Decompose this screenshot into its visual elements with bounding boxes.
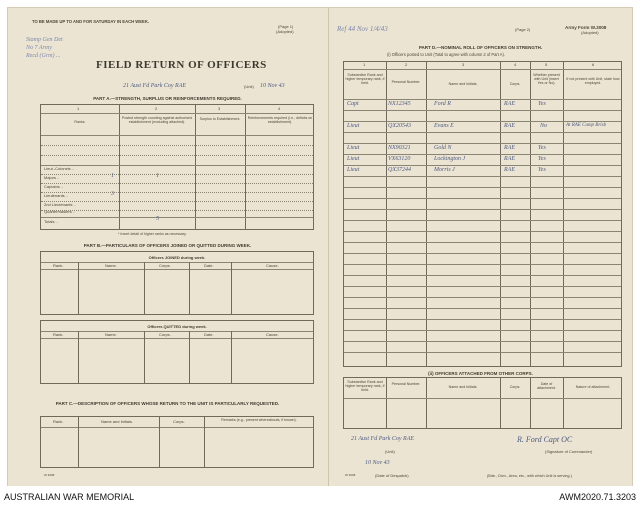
col-header: Rank. <box>53 332 64 337</box>
col-header: Name. <box>105 263 117 268</box>
number-cell: QX37244 <box>388 167 411 173</box>
rank-label: Captains .. <box>44 184 64 189</box>
archive-footer <box>0 486 640 506</box>
rank-label: 2nd Lieutenants .. <box>44 202 76 207</box>
form-code: W 3008 <box>345 473 356 477</box>
majors-reinforcement: 1 <box>156 173 159 179</box>
despatch-date-handwritten: 10 Nov 43 <box>365 460 390 466</box>
stamp-line: Stamp Gen Det <box>26 37 63 43</box>
top-note: TO BE MADE UP TO AND FOR SATURDAY IN EACH WEEK. <box>32 19 150 24</box>
rank-label: Lieutenants .. <box>44 193 69 198</box>
adopted-label: (Adopted) <box>581 30 599 35</box>
quitted-title: Officers QUITTED during week. <box>147 324 207 329</box>
part-d-subheading: (i) Officers posted to Unit (Total to agree with column 2 of Part A). <box>387 52 506 57</box>
attached-table <box>343 377 622 429</box>
adopted-label: (Adopted) <box>276 29 294 34</box>
col-header: Nature of attachment. <box>575 385 611 389</box>
col-header: Date. <box>204 263 214 268</box>
col-header: Substantive Rank and higher temporary rank, if held. <box>345 380 385 392</box>
col-header: Corps. <box>159 263 171 268</box>
col-header: Personal Number. <box>391 382 421 386</box>
attached-heading: (ii) OFFICERS ATTACHED FROM OTHER CORPS. <box>428 371 533 376</box>
col-header: Name and Initials. <box>448 82 478 86</box>
col-header: Cause. <box>266 332 279 337</box>
page-label: (Page 1) <box>278 24 294 29</box>
col-header: Remarks (e.g., present whereabouts, if known). <box>221 418 297 422</box>
archive-name: AUSTRALIAN WAR MEMORIAL <box>4 492 135 502</box>
col-number: 4 <box>514 62 517 67</box>
col-number: 3 <box>462 62 465 67</box>
col-header: If not present with Unit, state how employed. <box>566 77 620 85</box>
part-d-heading: PART D.—NOMINAL ROLL OF OFFICERS ON STRENGTH. <box>418 45 543 50</box>
quitted-table <box>40 320 314 384</box>
col-header: Name. <box>105 332 117 337</box>
number-cell: VX63120 <box>388 156 411 162</box>
rank-cell: Lieut <box>347 167 360 173</box>
col-header: Date. <box>204 332 214 337</box>
commander-signature: R. Ford Capt OC <box>517 435 573 444</box>
top-annotation: Ref 44 Nov 1/4/43 <box>337 25 388 33</box>
rank-label: Totals .. <box>44 219 58 224</box>
rank-label: Lieut.-Colonels .. <box>44 166 75 171</box>
present-cell: No <box>540 123 548 129</box>
stamp-line: Recd (Grm) ... <box>26 53 61 59</box>
col-header: Surplus to Establishment. <box>199 117 241 121</box>
part-a-table <box>40 104 314 230</box>
col-header: Rank. <box>53 263 64 268</box>
col-number: 3 <box>218 106 221 111</box>
col-header: Cause. <box>266 263 279 268</box>
corps-cell: RAE <box>504 123 515 129</box>
col-number: 2 <box>155 106 158 111</box>
col-header: Reinforcements required (i.e., deficits on establishment). <box>247 116 313 124</box>
joined-table <box>40 251 314 315</box>
part-a-footnote: * Insert detail of higher ranks as necessary. <box>118 232 187 236</box>
corps-cell: RAE <box>504 145 515 151</box>
col-header: Whether present with Unit (insert Yes or No). <box>533 73 560 85</box>
corps-cell: RAE <box>504 167 515 173</box>
col-header: Ranks. <box>74 120 86 124</box>
col-number: 6 <box>592 62 595 67</box>
part-c-table <box>40 416 314 468</box>
col-number: 5 <box>545 62 548 67</box>
part-b-heading: PART B.—PARTICULARS OF OFFICERS JOINED OR QUITTED DURING WEEK. <box>83 243 252 248</box>
lieutenants-strength: 3 <box>111 191 114 197</box>
col-header: Rank. <box>53 419 64 424</box>
rank-cell: Capt <box>347 101 359 107</box>
present-cell: Yes <box>538 145 546 151</box>
page-label: (Page 2) <box>515 27 531 32</box>
col-header: Corps. <box>509 82 521 86</box>
number-cell: QX20543 <box>388 123 411 129</box>
col-header: Personal Number. <box>391 80 421 84</box>
rank-label: Quartermasters .. <box>44 209 76 214</box>
unit-handwritten: 21 Aust Fd Park Coy RAE <box>123 83 187 89</box>
right-page <box>329 8 632 486</box>
present-cell: Yes <box>538 167 546 173</box>
left-page <box>8 8 327 486</box>
col-header: Posted strength counting against authorised establishment (excluding attached). <box>121 116 193 124</box>
despatch-date-label: (Date of Despatch) <box>375 473 409 478</box>
col-number: 1 <box>77 106 80 111</box>
part-c-heading: PART C.—DESCRIPTION OF OFFICERS WHOSE RETURN TO THE UNIT IS PARTICULARLY REQUESTED. <box>55 401 280 406</box>
stamp-line: No 7 Army <box>26 45 52 51</box>
sign-unit-label: (Unit) <box>385 449 395 454</box>
col-header: Date of attachment. <box>537 382 556 390</box>
archive-id: AWM2020.71.3203 <box>559 492 636 502</box>
col-header: Corps. <box>159 332 171 337</box>
rank-label: Majors .. <box>44 175 60 180</box>
nominal-roll-table <box>343 61 622 367</box>
rank-cell: Lieut <box>347 145 360 151</box>
employed-cell: At RAE Camp Brisb <box>566 123 607 128</box>
name-cell: Evans E <box>434 123 454 129</box>
present-cell: Yes <box>538 101 546 107</box>
name-cell: Ford R <box>434 101 451 107</box>
col-header: Corps. <box>173 419 185 424</box>
name-cell: Gold N <box>434 145 452 151</box>
army-form-title: Army Form W.3008 <box>565 25 607 30</box>
col-number: 4 <box>278 106 281 111</box>
field-return-form <box>8 8 632 486</box>
return-date: 10 Nov 43 <box>260 83 285 89</box>
sign-unit-handwritten: 21 Aust Fd Park Coy RAE <box>351 436 415 442</box>
formation-label: (Bde., Divn., Area, etc., with which Unit is serving.) <box>487 474 572 478</box>
signature-label: (Signature of Commander) <box>545 449 593 454</box>
majors-strength: 1 <box>111 173 114 179</box>
joined-title: Officers JOINED during week. <box>148 255 206 260</box>
form-title: FIELD RETURN OF OFFICERS <box>96 59 267 71</box>
col-header: Name and Initials. <box>448 385 478 389</box>
name-cell: Morris J <box>434 167 455 173</box>
name-cell: Lockington J <box>434 156 466 162</box>
totals-strength: 5 <box>156 216 159 222</box>
number-cell: NX90321 <box>388 145 411 151</box>
col-header: Substantive Rank and higher temporary rank, if held. <box>345 73 385 85</box>
part-a-heading: PART A.—STRENGTH, SURPLUS OR REINFORCEMENTS REQUIRED. <box>93 96 242 101</box>
unit-label: (Unit) <box>244 84 254 89</box>
present-cell: Yes <box>538 156 546 162</box>
col-header: Corps. <box>509 385 521 389</box>
rank-cell: Lieut <box>347 156 360 162</box>
corps-cell: RAE <box>504 101 515 107</box>
corps-cell: RAE <box>504 156 515 162</box>
rank-cell: Lieut <box>347 123 360 129</box>
col-number: 2 <box>405 62 408 67</box>
number-cell: NX12345 <box>388 101 411 107</box>
col-header: Name and Initials. <box>101 419 134 424</box>
col-number: 1 <box>363 62 366 67</box>
form-code: W 3008 <box>44 473 55 477</box>
